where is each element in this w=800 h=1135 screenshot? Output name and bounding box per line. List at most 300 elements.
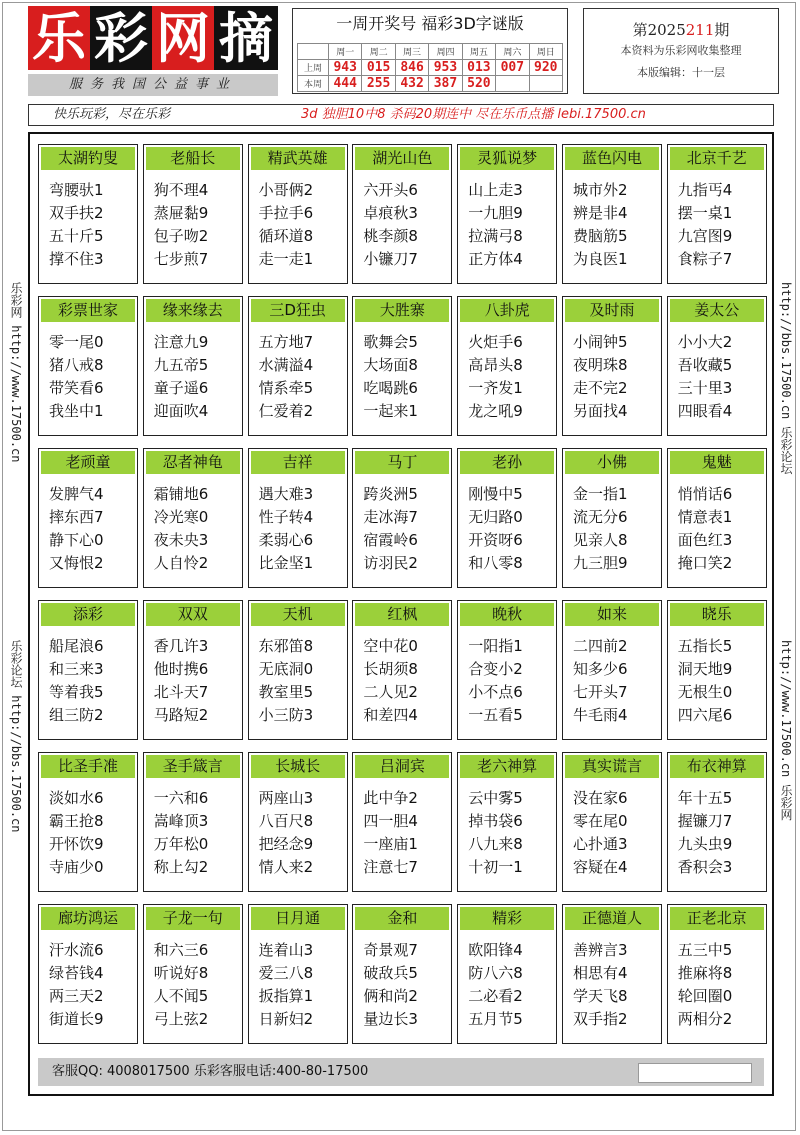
riddle-card-title: 吉祥 — [251, 451, 345, 474]
draw-number: 255 — [362, 76, 395, 92]
riddle-lines — [573, 787, 628, 879]
riddle-line: 另面找4 — [573, 402, 628, 420]
riddle-lines — [49, 787, 104, 879]
riddle-card-title: 老船长 — [146, 147, 240, 170]
riddle-line: 猪八戒8 — [49, 356, 104, 374]
riddle-line: 称上勾2 — [153, 858, 209, 876]
riddle-line: 绿苔钱4 — [49, 964, 104, 982]
riddle-card — [143, 448, 243, 588]
riddle-line: 霜铺地6 — [153, 485, 209, 503]
riddle-line: 霸王抢8 — [49, 812, 104, 830]
riddle-line: 小哥俩2 — [258, 181, 314, 199]
riddle-card — [248, 752, 348, 892]
riddle-line: 费脑筋5 — [573, 227, 628, 245]
riddle-card-title: 晚秋 — [460, 603, 554, 626]
riddle-lines — [154, 787, 209, 879]
riddle-lines — [154, 179, 209, 271]
riddle-card — [457, 144, 557, 284]
riddle-line: 一六和6 — [153, 789, 209, 807]
riddle-lines — [363, 179, 418, 271]
riddle-line: 一齐发1 — [468, 379, 523, 397]
riddle-lines — [363, 787, 418, 879]
riddle-line: 龙之吼9 — [468, 402, 523, 420]
riddle-line: 香几许3 — [153, 637, 209, 655]
riddle-card — [143, 600, 243, 740]
riddle-line: 此中争2 — [363, 789, 418, 807]
draw-number — [529, 76, 562, 92]
riddle-line: 组三防2 — [49, 706, 104, 724]
riddle-card — [457, 296, 557, 436]
riddle-line: 金一指1 — [573, 485, 628, 503]
banner-link[interactable]: 3d 独胆10中8 杀码20期连中 尽在乐币点播 lebi.17500.cn — [301, 107, 646, 122]
logo-char-4: 摘 — [214, 6, 278, 70]
riddle-lines — [363, 483, 418, 575]
draw-number: 444 — [329, 76, 362, 92]
riddle-line: 循环道8 — [258, 227, 314, 245]
banner — [28, 104, 774, 126]
riddle-lines — [154, 939, 209, 1031]
riddle-card — [562, 448, 662, 588]
riddle-lines — [678, 483, 733, 575]
riddle-line: 八百尺8 — [258, 812, 314, 830]
riddle-line: 北斗天7 — [153, 683, 209, 701]
riddle-card-title: 三D狂虫 — [251, 299, 345, 322]
issue-source: 本资料为乐彩网收集整理 — [620, 44, 742, 57]
riddle-line: 夜未央3 — [153, 531, 209, 549]
riddle-lines — [363, 331, 418, 423]
riddle-line: 东邪笛8 — [258, 637, 314, 655]
riddle-card — [562, 600, 662, 740]
riddle-line: 推麻将8 — [677, 964, 733, 982]
riddle-line: 流无分6 — [573, 508, 628, 526]
riddle-line: 跨炎洲5 — [363, 485, 418, 503]
side-text-right-bottom[interactable]: http://www.17500.cn 乐彩网 — [779, 640, 793, 821]
day-header: 周三 — [395, 44, 428, 60]
riddle-line: 拉满弓8 — [468, 227, 523, 245]
riddle-card-title: 圣手箴言 — [146, 755, 240, 778]
riddle-card-title: 红枫 — [355, 603, 449, 626]
riddle-line: 和六三6 — [153, 941, 209, 959]
riddle-line: 九五帝5 — [153, 356, 209, 374]
riddle-card — [457, 600, 557, 740]
riddle-lines — [468, 483, 523, 575]
riddle-card — [352, 904, 452, 1044]
riddle-line: 和三来3 — [49, 660, 104, 678]
riddle-line: 长胡须8 — [363, 660, 418, 678]
side-text-left-bottom[interactable]: 乐彩论坛 http://bbs.17500.cn — [9, 640, 23, 833]
riddle-line: 汗水流6 — [49, 941, 104, 959]
riddle-card-title: 精武英雄 — [251, 147, 345, 170]
winning-header-row — [298, 44, 563, 60]
riddle-line: 高昂头8 — [468, 356, 523, 374]
riddle-line: 无归路0 — [468, 508, 523, 526]
riddle-line: 扳指算1 — [258, 987, 314, 1005]
draw-number: 920 — [529, 60, 562, 76]
issue-number: 第2025211期 — [632, 21, 730, 39]
riddle-line: 城市外2 — [573, 181, 628, 199]
riddle-line: 二必看2 — [468, 987, 523, 1005]
riddle-card — [38, 296, 138, 436]
riddle-line: 四一胆4 — [363, 812, 418, 830]
riddle-line: 一起来1 — [363, 402, 418, 420]
riddle-card — [667, 600, 767, 740]
riddle-line: 一座庙1 — [363, 835, 418, 853]
riddle-line: 比金坚1 — [258, 554, 314, 572]
riddle-lines — [259, 331, 314, 423]
riddle-line: 五月节5 — [468, 1010, 523, 1028]
riddle-card — [143, 752, 243, 892]
riddle-line: 夜明珠8 — [573, 356, 628, 374]
riddle-card-title: 蓝色闪电 — [565, 147, 659, 170]
riddle-line: 相思有4 — [573, 964, 628, 982]
day-header: 周六 — [496, 44, 529, 60]
riddle-line: 又悔恨2 — [49, 554, 104, 572]
riddle-line: 静下心0 — [49, 531, 104, 549]
slogan: 服务我国公益事业 — [28, 74, 278, 96]
riddle-line: 注意九9 — [153, 333, 209, 351]
draw-number: 007 — [496, 60, 529, 76]
riddle-line: 掩口笑2 — [677, 554, 733, 572]
riddle-line: 小闹钟5 — [573, 333, 628, 351]
riddle-line: 把经念9 — [258, 835, 314, 853]
riddle-line: 和差四4 — [363, 706, 418, 724]
riddle-lines — [573, 331, 628, 423]
riddle-card — [352, 144, 452, 284]
riddle-card — [38, 448, 138, 588]
riddle-line: 六开头6 — [363, 181, 418, 199]
riddle-card-title: 比圣手准 — [41, 755, 135, 778]
riddle-card — [352, 448, 452, 588]
riddle-card — [562, 296, 662, 436]
riddle-line: 九宫图9 — [677, 227, 733, 245]
riddle-line: 连着山3 — [258, 941, 314, 959]
riddle-line: 正方体4 — [468, 250, 523, 268]
riddle-line: 包子吻2 — [153, 227, 209, 245]
riddle-lines — [154, 331, 209, 423]
riddle-card-title: 老六神算 — [460, 755, 554, 778]
riddle-line: 带笑看6 — [49, 379, 104, 397]
riddle-lines — [678, 331, 733, 423]
riddle-line: 桃李颜8 — [363, 227, 418, 245]
riddle-lines — [259, 483, 314, 575]
riddle-line: 防八六8 — [468, 964, 523, 982]
riddle-lines — [678, 635, 733, 727]
riddle-card — [352, 752, 452, 892]
riddle-line: 万年松0 — [153, 835, 209, 853]
riddle-lines — [259, 787, 314, 879]
riddle-line: 一五看5 — [468, 706, 523, 724]
riddle-line: 五三中5 — [677, 941, 733, 959]
riddle-card — [667, 448, 767, 588]
riddle-card — [667, 296, 767, 436]
riddle-line: 水满溢4 — [258, 356, 314, 374]
winning-table — [297, 43, 563, 92]
riddle-line: 宿霞岭6 — [363, 531, 418, 549]
riddle-line: 一阳指1 — [468, 637, 523, 655]
riddle-card-title: 如来 — [565, 603, 659, 626]
riddle-card-title: 廊坊鸿运 — [41, 907, 135, 930]
riddle-line: 听说好8 — [153, 964, 209, 982]
riddle-line: 无底洞0 — [258, 660, 314, 678]
riddle-line: 走一走1 — [258, 250, 314, 268]
riddle-line: 三十里3 — [677, 379, 733, 397]
riddle-line: 零在尾0 — [573, 812, 628, 830]
riddle-line: 见亲人8 — [573, 531, 628, 549]
riddle-line: 量边长3 — [363, 1010, 418, 1028]
riddle-line: 街道长9 — [49, 1010, 104, 1028]
riddle-line: 爱三八8 — [258, 964, 314, 982]
riddle-line: 等着我5 — [49, 683, 104, 701]
riddle-card-title: 忍者神龟 — [146, 451, 240, 474]
riddle-line: 仁爱着2 — [258, 402, 314, 420]
riddle-line: 迎面吹4 — [153, 402, 209, 420]
riddle-line: 他时携6 — [153, 660, 209, 678]
riddle-line: 走不完2 — [573, 379, 628, 397]
riddle-card-title: 小佛 — [565, 451, 659, 474]
riddle-lines — [154, 635, 209, 727]
riddle-card-title: 天机 — [251, 603, 345, 626]
riddle-lines — [678, 939, 733, 1031]
riddle-line: 小镰刀7 — [363, 250, 418, 268]
riddle-card-title: 日月通 — [251, 907, 345, 930]
riddle-line: 十初一1 — [468, 858, 523, 876]
riddle-lines — [363, 939, 418, 1031]
side-text-left-top[interactable]: 乐彩网 http://www.17500.cn — [9, 282, 23, 463]
riddle-line: 卓痕秋3 — [363, 204, 418, 222]
riddle-card — [248, 904, 348, 1044]
riddle-line: 双手指2 — [573, 1010, 628, 1028]
riddle-lines — [573, 179, 628, 271]
riddle-card-title: 鬼魅 — [670, 451, 764, 474]
riddle-line: 五十斤5 — [49, 227, 104, 245]
riddle-line: 冷光寒0 — [153, 508, 209, 526]
riddle-line: 撑不住3 — [49, 250, 104, 268]
riddle-card — [38, 904, 138, 1044]
riddle-card — [248, 600, 348, 740]
riddle-card-title: 添彩 — [41, 603, 135, 626]
riddle-line: 辨是非4 — [573, 204, 628, 222]
riddle-line: 合变小2 — [468, 660, 523, 678]
row-label: 上周 — [298, 60, 329, 76]
riddle-card — [352, 600, 452, 740]
riddle-card-title: 老顽童 — [41, 451, 135, 474]
riddle-line: 欧阳锋4 — [468, 941, 523, 959]
riddle-line: 访羽民2 — [363, 554, 418, 572]
riddle-line: 情人来2 — [258, 858, 314, 876]
riddle-lines — [678, 787, 733, 879]
riddle-line: 嵩峰顶3 — [153, 812, 209, 830]
riddle-line: 轮回圈0 — [677, 987, 733, 1005]
riddle-line: 遇大难3 — [258, 485, 314, 503]
riddle-line: 小不点6 — [468, 683, 523, 701]
riddle-line: 走冰海7 — [363, 508, 418, 526]
riddle-line: 吃喝跳6 — [363, 379, 418, 397]
riddle-line: 日新妇2 — [258, 1010, 314, 1028]
riddle-card — [248, 296, 348, 436]
riddle-line: 我坐中1 — [49, 402, 104, 420]
footer-bar — [38, 1058, 764, 1086]
riddle-card-title: 布衣神算 — [670, 755, 764, 778]
riddle-line: 空中花0 — [363, 637, 418, 655]
riddle-line: 牛毛雨4 — [573, 706, 628, 724]
riddle-card — [248, 144, 348, 284]
riddle-lines — [468, 331, 523, 423]
riddle-line: 零一尾0 — [49, 333, 104, 351]
riddle-card-title: 双双 — [146, 603, 240, 626]
riddle-line: 狗不理4 — [153, 181, 209, 199]
riddle-line: 摆一桌1 — [677, 204, 733, 222]
riddle-line: 船尾浪6 — [49, 637, 104, 655]
riddle-line: 情系牵5 — [258, 379, 314, 397]
riddle-line: 人不闻5 — [153, 987, 209, 1005]
riddle-line: 无根生0 — [677, 683, 733, 701]
this-week-row — [298, 76, 563, 92]
riddle-line: 吾收藏5 — [677, 356, 733, 374]
footer-contact: 客服QQ: 4008017500 乐彩客服电话:400-80-17500 — [52, 1064, 369, 1079]
riddle-line: 握镰刀7 — [677, 812, 733, 830]
draw-number: 015 — [362, 60, 395, 76]
logo — [28, 6, 278, 70]
riddle-lines — [468, 939, 523, 1031]
riddle-lines — [363, 635, 418, 727]
riddle-card — [143, 904, 243, 1044]
riddle-lines — [49, 483, 104, 575]
riddle-line: 山上走3 — [468, 181, 523, 199]
row-label: 本周 — [298, 76, 329, 92]
riddle-line: 发脾气4 — [49, 485, 104, 503]
draw-number: 013 — [462, 60, 495, 76]
riddle-line: 一九胆9 — [468, 204, 523, 222]
riddle-card — [562, 752, 662, 892]
riddle-card — [248, 448, 348, 588]
day-header: 周二 — [362, 44, 395, 60]
riddle-card — [457, 448, 557, 588]
riddle-line: 四六尾6 — [677, 706, 733, 724]
riddle-line: 和八零8 — [468, 554, 523, 572]
riddle-card — [457, 752, 557, 892]
riddle-line: 注意七7 — [363, 858, 418, 876]
riddle-line: 开怀饮9 — [49, 835, 104, 853]
riddle-card-title: 长城长 — [251, 755, 345, 778]
riddle-line: 手拉手6 — [258, 204, 314, 222]
day-header: 周四 — [429, 44, 462, 60]
riddle-lines — [468, 787, 523, 879]
day-header: 周日 — [529, 44, 562, 60]
riddle-line: 五指长5 — [677, 637, 733, 655]
riddle-line: 小三防3 — [258, 706, 314, 724]
riddle-line: 为良医1 — [573, 250, 628, 268]
riddle-line: 双手扶2 — [49, 204, 104, 222]
riddle-card-title: 彩票世家 — [41, 299, 135, 322]
riddle-line: 人自怜2 — [153, 554, 209, 572]
riddle-line: 七开头7 — [573, 683, 628, 701]
draw-number: 943 — [329, 60, 362, 76]
riddle-card — [562, 144, 662, 284]
riddle-line: 年十五5 — [677, 789, 733, 807]
riddle-line: 九指丐4 — [677, 181, 733, 199]
issue-editor: 本版编辑：十一层 — [637, 66, 725, 79]
riddle-card-title: 北京千艺 — [670, 147, 764, 170]
riddle-line: 蒸屉黏9 — [153, 204, 209, 222]
riddle-card-title: 精彩 — [460, 907, 554, 930]
riddle-line: 五方地7 — [258, 333, 314, 351]
riddle-lines — [259, 635, 314, 727]
riddle-panel — [28, 132, 774, 1096]
riddle-card — [143, 296, 243, 436]
riddle-line: 九三胆9 — [573, 554, 628, 572]
riddle-card — [667, 752, 767, 892]
riddle-card-title: 晓乐 — [670, 603, 764, 626]
riddle-line: 学天飞8 — [573, 987, 628, 1005]
logo-char-2: 彩 — [90, 6, 152, 70]
riddle-lines — [49, 939, 104, 1031]
day-header: 周五 — [462, 44, 495, 60]
riddle-card — [352, 296, 452, 436]
riddle-card-title: 金和 — [355, 907, 449, 930]
riddle-line: 香积会3 — [677, 858, 733, 876]
riddle-card-title: 子龙一句 — [146, 907, 240, 930]
logo-char-3: 网 — [152, 6, 214, 70]
riddle-line: 善辨言3 — [573, 941, 628, 959]
riddle-line: 容疑在4 — [573, 858, 628, 876]
riddle-line: 大场面8 — [363, 356, 418, 374]
riddle-line: 寺庙少0 — [49, 858, 104, 876]
riddle-lines — [468, 179, 523, 271]
riddle-line: 两三天2 — [49, 987, 104, 1005]
riddle-line: 刚慢中5 — [468, 485, 523, 503]
riddle-lines — [259, 179, 314, 271]
riddle-line: 四眼看4 — [677, 402, 733, 420]
riddle-line: 掉书袋6 — [468, 812, 523, 830]
riddle-line: 情意表1 — [677, 508, 733, 526]
riddle-card-title: 正老北京 — [670, 907, 764, 930]
winning-numbers-box — [292, 8, 568, 94]
riddle-line: 八九来8 — [468, 835, 523, 853]
riddle-line: 摔东西7 — [49, 508, 104, 526]
riddle-card-title: 大胜寨 — [355, 299, 449, 322]
riddle-line: 两相分2 — [677, 1010, 733, 1028]
day-header: 周一 — [329, 44, 362, 60]
riddle-card-title: 八卦虎 — [460, 299, 554, 322]
riddle-card-title: 吕洞宾 — [355, 755, 449, 778]
riddle-card-title: 灵狐说梦 — [460, 147, 554, 170]
issue-box — [583, 8, 779, 94]
riddle-line: 云中雾5 — [468, 789, 523, 807]
riddle-lines — [573, 483, 628, 575]
logo-char-1: 乐 — [28, 6, 90, 70]
riddle-line: 小小大2 — [677, 333, 733, 351]
riddle-card — [667, 144, 767, 284]
last-week-row — [298, 60, 563, 76]
riddle-card-title: 老孙 — [460, 451, 554, 474]
riddle-lines — [573, 939, 628, 1031]
riddle-lines — [49, 331, 104, 423]
riddle-line: 食粽子7 — [677, 250, 733, 268]
riddle-lines — [678, 179, 733, 271]
riddle-line: 知多少6 — [573, 660, 628, 678]
riddle-card — [38, 600, 138, 740]
side-text-right-top[interactable]: http://bbs.17500.cn 乐彩论坛 — [779, 282, 793, 475]
riddle-line: 二人见2 — [363, 683, 418, 701]
riddle-line: 柔弱心6 — [258, 531, 314, 549]
riddle-line: 歌舞会5 — [363, 333, 418, 351]
riddle-card — [667, 904, 767, 1044]
riddle-line: 心扑通3 — [573, 835, 628, 853]
riddle-line: 二四前2 — [573, 637, 628, 655]
riddle-lines — [259, 939, 314, 1031]
banner-left: 快乐玩彩，尽在乐彩 — [53, 107, 171, 122]
riddle-line: 悄悄话6 — [677, 485, 733, 503]
